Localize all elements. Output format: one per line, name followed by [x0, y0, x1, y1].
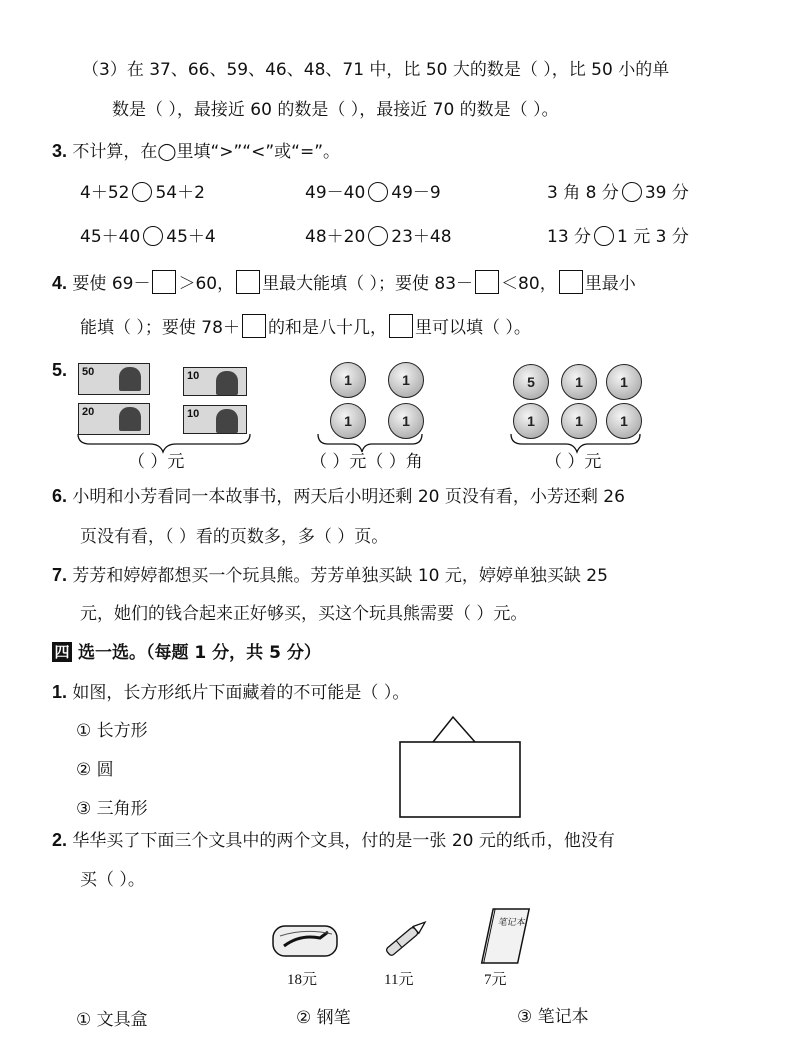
- banknote: 20: [78, 403, 150, 435]
- q3-item: 45＋40 45＋4: [80, 227, 216, 247]
- coin: 1: [513, 403, 549, 439]
- q3-item: 48＋20 23＋48: [305, 227, 452, 247]
- q7-line2: 元，她们的钱合起来正好够买，买这个玩具熊需要（ ）元。: [80, 604, 528, 624]
- q3-item: 49－40 49－9: [305, 183, 441, 203]
- q2-part3-line2: 数是（ ），最接近 60 的数是（ ），最接近 70 的数是（ ）。: [112, 100, 559, 120]
- coin: 1: [330, 403, 366, 439]
- rectangle-hiding-shape-figure: [395, 712, 525, 822]
- pencil-case-icon: [270, 918, 342, 962]
- notebook-cover-text: 笔记本: [497, 918, 527, 928]
- banknote: 10: [183, 367, 247, 396]
- coin: 1: [330, 362, 366, 398]
- q5-answer-right: （ ）元: [545, 452, 602, 472]
- q3-item: 3 角 8 分 39 分: [547, 183, 689, 203]
- q4-line2: 能填（ ）；要使 78＋ 的和是八十几， 里可以填（ ）。: [80, 314, 531, 340]
- c2-option-2[interactable]: ② 钢笔: [296, 1008, 351, 1028]
- c2-option-1[interactable]: ① 文具盒: [76, 1010, 148, 1030]
- q2-part3-line1: （3）在 37、66、59、46、48、71 中，比 50 大的数是（ ），比 50 小的单: [82, 60, 670, 80]
- coin: 5: [513, 364, 549, 400]
- c2-option-3[interactable]: ③ 笔记本: [517, 1007, 589, 1027]
- q3-item: 13 分 1 元 3 分: [547, 227, 689, 247]
- c1-option-2[interactable]: ② 圆: [76, 760, 114, 780]
- c2-line2: 买（ ）。: [80, 870, 145, 890]
- coin: 1: [388, 362, 424, 398]
- q6-line2: 页没有看，（ ）看的页数多，多（ ）页。: [80, 527, 389, 547]
- notebook-icon: [472, 905, 534, 969]
- q5-answer-mid: （ ）元（ ）角: [310, 452, 423, 472]
- c1-option-1[interactable]: ① 长方形: [76, 721, 148, 741]
- c1-prompt: 1. 如图，长方形纸片下面藏着的不可能是（ ）。: [52, 682, 410, 703]
- coin: 1: [606, 364, 642, 400]
- q3-text: 不计算，在◯里填“>”“<”或“=”。: [72, 142, 341, 162]
- section-badge: 四: [52, 642, 72, 662]
- q3-number: 3.: [52, 141, 68, 161]
- c2-line1: 2. 华华买了下面三个文具中的两个文具，付的是一张 20 元的纸币，他没有: [52, 830, 615, 851]
- q7-line1: 7. 芳芳和婷婷都想买一个玩具熊。芳芳单独买缺 10 元，婷婷单独买缺 25: [52, 565, 608, 586]
- banknote: 50: [78, 363, 150, 395]
- coin: 1: [388, 403, 424, 439]
- q5-answer-left: （ ）元: [128, 452, 185, 472]
- q3-item: 4＋52 54＋2: [80, 183, 205, 203]
- price-pencil-case: 18元: [287, 972, 318, 988]
- q6-line1: 6. 小明和小芳看同一本故事书，两天后小明还剩 20 页没有看，小芳还剩 26: [52, 486, 625, 507]
- c1-option-3[interactable]: ③ 三角形: [76, 799, 148, 819]
- price-notebook: 7元: [484, 972, 507, 988]
- q5-number: 5.: [52, 360, 68, 380]
- coin: 1: [606, 403, 642, 439]
- price-pen: 11元: [384, 972, 414, 988]
- q4-number: 4.: [52, 273, 68, 293]
- fountain-pen-icon: [377, 910, 437, 966]
- coin: 1: [561, 364, 597, 400]
- q4-line1: 4. 要使 69－ ＞60， 里最大能填（ ）；要使 83－ ＜80， 里最小: [52, 270, 636, 296]
- banknote: 10: [183, 405, 247, 434]
- coin: 1: [561, 403, 597, 439]
- section-4-header: 四 选一选。（每题 1 分，共 5 分）: [52, 641, 321, 665]
